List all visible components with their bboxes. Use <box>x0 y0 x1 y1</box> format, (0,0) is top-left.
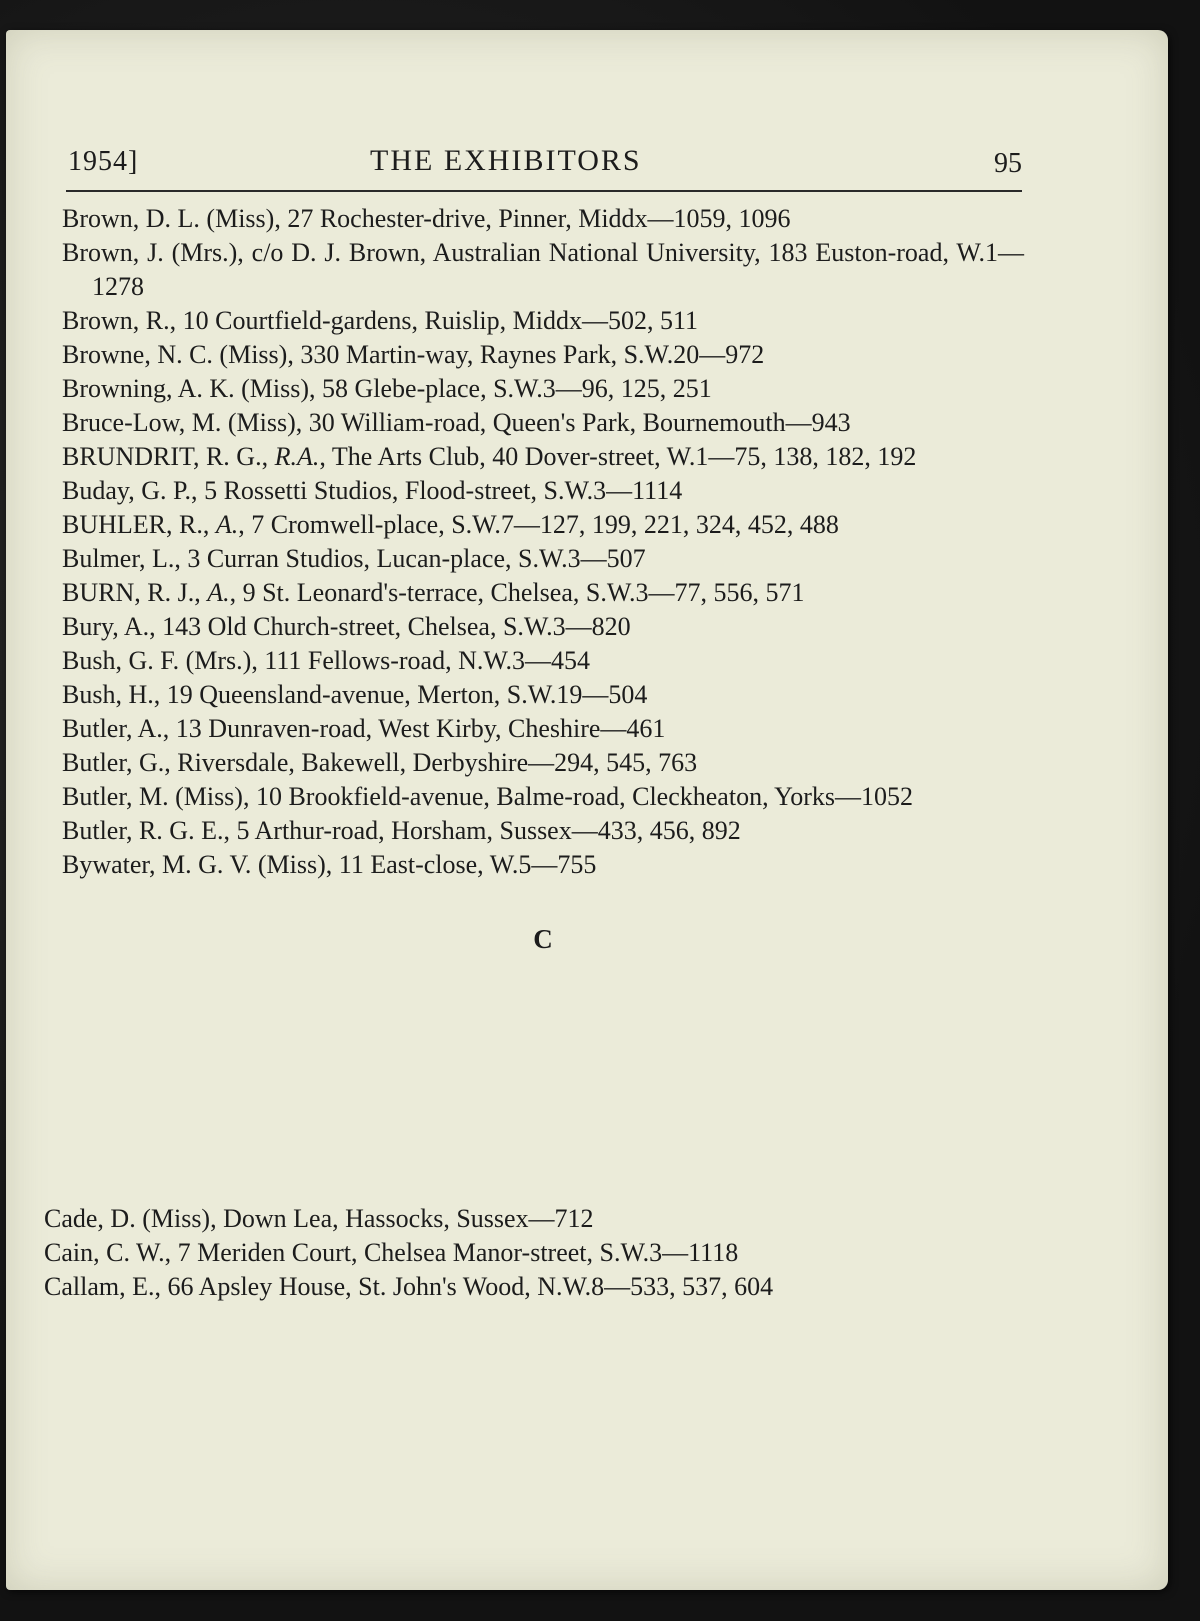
exhibitor-name: BRUNDRIT, R. G., <box>62 442 269 471</box>
exhibitor-name: Bush, G. F. (Mrs.), <box>62 646 258 675</box>
exhibitor-details: 330 Martin-way, Raynes Park, S.W.20—972 <box>293 340 765 369</box>
exhibitor-entry <box>62 712 1024 746</box>
exhibitor-entry <box>62 202 1024 236</box>
exhibitor-name: Butler, A., <box>62 714 170 743</box>
exhibitor-name: BUHLER, R., <box>62 510 210 539</box>
exhibitor-details: 58 Glebe-place, S.W.3—96, 125, 251 <box>315 374 712 403</box>
exhibitor-name: BURN, R. J., <box>62 578 201 607</box>
exhibitor-entry <box>62 610 1024 644</box>
academy-title: A. <box>215 510 239 539</box>
exhibitor-details: 143 Old Church-street, Chelsea, S.W.3—820 <box>155 612 631 641</box>
exhibitor-details: 13 Dunraven-road, West Kirby, Cheshire—461 <box>169 714 666 743</box>
exhibitor-list-b <box>62 202 1024 985</box>
exhibitor-details: 11 East-close, W.5—755 <box>332 850 597 879</box>
exhibitor-name: Bywater, M. G. V. (Miss), <box>62 850 333 879</box>
exhibitor-details: , 9 St. Leonard's-terrace, Chelsea, S.W.3—77, 556, 571 <box>229 578 805 607</box>
exhibitor-entry <box>62 746 1024 780</box>
exhibitor-details: 10 Brookfield-avenue, Balme-road, Cleckheaton, Yorks—1052 <box>249 782 914 811</box>
exhibitor-details: 30 William-road, Queen's Park, Bournemouth—943 <box>302 408 851 437</box>
exhibitor-details: 5 Rossetti Studios, Flood-street, S.W.3—1114 <box>197 476 683 505</box>
exhibitor-name: Cade, D. (Miss), <box>44 1204 217 1233</box>
exhibitor-entry <box>62 542 1024 576</box>
exhibitor-details: 10 Courtfield-gardens, Ruislip, Middx—502, 511 <box>176 306 699 335</box>
academy-title: A. <box>207 578 230 607</box>
exhibitor-entry <box>62 644 1024 678</box>
exhibitor-entry <box>44 1270 1016 1304</box>
exhibitor-details: Down Lea, Hassocks, Sussex—712 <box>216 1204 594 1233</box>
exhibitor-entry <box>62 372 1024 406</box>
running-header <box>62 140 1022 190</box>
exhibitor-name: Bruce-Low, M. (Miss), <box>62 408 303 437</box>
exhibitor-entry <box>62 508 1024 542</box>
exhibitor-name: Butler, R. G. E., <box>62 816 230 845</box>
book-page <box>6 30 1168 1590</box>
header-title: THE EXHIBITORS <box>370 144 642 177</box>
exhibitor-name: Browne, N. C. (Miss), <box>62 340 294 369</box>
header-rule <box>66 190 1022 192</box>
exhibitor-name: Bulmer, L., <box>62 544 181 573</box>
exhibitor-details: Riversdale, Bakewell, Derbyshire—294, 545, 763 <box>170 748 698 777</box>
exhibitor-details: c/o D. J. Brown, Australian National University, 183 Euston-road, W.1—1278 <box>92 238 1024 301</box>
exhibitor-details: , The Arts Club, 40 Dover-street, W.1—75, 138, 182, 192 <box>319 442 917 471</box>
exhibitor-list-c <box>44 1202 1016 1304</box>
exhibitor-entry <box>62 338 1024 372</box>
exhibitor-name: Bury, A., <box>62 612 156 641</box>
exhibitor-entry <box>62 678 1024 712</box>
exhibitor-name: Cain, C. W., <box>44 1238 172 1267</box>
exhibitor-name: Callam, E., <box>44 1272 161 1301</box>
exhibitor-entry <box>62 474 1024 508</box>
exhibitor-entry <box>62 780 1024 814</box>
exhibitor-entry <box>62 406 1024 440</box>
exhibitor-name: Brown, R., <box>62 306 177 335</box>
exhibitor-details: 111 Fellows-road, N.W.3—454 <box>257 646 591 675</box>
exhibitor-name: Brown, D. L. (Miss), <box>62 204 281 233</box>
exhibitor-details: 27 Rochester-drive, Pinner, Middx—1059, 1096 <box>280 204 791 233</box>
exhibitor-entry <box>62 848 1024 882</box>
exhibitor-name: Brown, J. (Mrs.), <box>62 238 244 267</box>
exhibitor-entry <box>62 440 1024 474</box>
exhibitor-entry <box>62 576 1024 610</box>
exhibitor-name: Browning, A. K. (Miss), <box>62 374 316 403</box>
exhibitor-entry <box>44 1202 1016 1236</box>
exhibitor-entry <box>62 304 1024 338</box>
exhibitor-name: Butler, G., <box>62 748 171 777</box>
section-letter-heading: C <box>533 924 553 954</box>
exhibitor-details: 7 Meriden Court, Chelsea Manor-street, S.W.3—1118 <box>171 1238 739 1267</box>
header-year: 1954] <box>68 146 139 177</box>
exhibitor-name: Buday, G. P., <box>62 476 198 505</box>
page-number: 95 <box>994 148 1022 179</box>
exhibitor-name: Bush, H., <box>62 680 161 709</box>
exhibitor-entry <box>62 814 1024 848</box>
exhibitor-details: 3 Curran Studios, Lucan-place, S.W.3—507 <box>180 544 646 573</box>
exhibitor-details: 5 Arthur-road, Horsham, Sussex—433, 456, 892 <box>229 816 741 845</box>
exhibitor-name: Butler, M. (Miss), <box>62 782 250 811</box>
exhibitor-entry <box>62 236 1024 304</box>
exhibitor-details: , 7 Cromwell-place, S.W.7—127, 199, 221, 324, 452, 488 <box>238 510 839 539</box>
exhibitor-details: 66 Apsley House, St. John's Wood, N.W.8—533, 537, 604 <box>160 1272 774 1301</box>
exhibitor-entry <box>44 1236 1016 1270</box>
academy-title: R.A. <box>274 442 320 471</box>
exhibitor-details: 19 Queensland-avenue, Merton, S.W.19—504 <box>160 680 648 709</box>
